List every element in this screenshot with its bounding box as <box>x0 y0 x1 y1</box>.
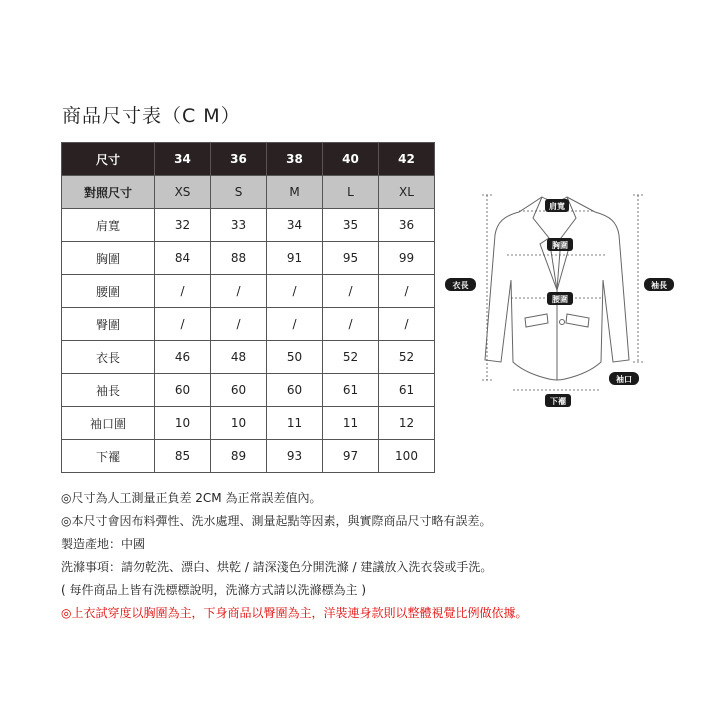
table-cell: 32 <box>155 209 211 242</box>
table-cell: / <box>211 275 267 308</box>
table-cell: 60 <box>211 374 267 407</box>
table-cell: 100 <box>379 440 435 473</box>
jacket-measurement-diagram <box>445 180 680 410</box>
label-sleeve <box>644 278 674 291</box>
row-label: 下襬 <box>62 440 155 473</box>
row-label: 袖口圍 <box>62 407 155 440</box>
table-cell: 48 <box>211 341 267 374</box>
label-length <box>445 278 476 291</box>
row-label: 袖長 <box>62 374 155 407</box>
table-cell: / <box>379 308 435 341</box>
table-row <box>62 275 435 308</box>
svg-text:袖長: 袖長 <box>651 281 667 290</box>
svg-text:袖口: 袖口 <box>616 375 632 384</box>
table-cell: 61 <box>379 374 435 407</box>
table-cell: / <box>379 275 435 308</box>
note-line: 製造產地：中國 <box>61 537 146 551</box>
header-cell: 34 <box>155 143 211 176</box>
table-cell: 46 <box>155 341 211 374</box>
reference-cell: L <box>323 176 379 209</box>
page-title: 商品尺寸表（C M） <box>62 105 241 127</box>
table-cell: 61 <box>323 374 379 407</box>
table-cell: / <box>267 275 323 308</box>
table-cell: / <box>267 308 323 341</box>
reference-cell: XL <box>379 176 435 209</box>
table-cell: 34 <box>267 209 323 242</box>
label-cuff <box>609 372 639 385</box>
table-cell: 36 <box>379 209 435 242</box>
header-cell: 40 <box>323 143 379 176</box>
table-cell: 10 <box>211 407 267 440</box>
header-cell: 尺寸 <box>62 143 155 176</box>
table-cell: 60 <box>155 374 211 407</box>
table-header-row <box>62 143 435 176</box>
table-cell: 35 <box>323 209 379 242</box>
label-waist <box>547 292 573 305</box>
table-cell: 91 <box>267 242 323 275</box>
svg-text:肩寬: 肩寬 <box>549 202 565 211</box>
row-label: 衣長 <box>62 341 155 374</box>
table-cell: 95 <box>323 242 379 275</box>
table-cell: / <box>323 275 379 308</box>
notes-section <box>61 487 701 625</box>
table-cell: 50 <box>267 341 323 374</box>
label-hem <box>545 394 571 407</box>
reference-cell: XS <box>155 176 211 209</box>
header-cell: 36 <box>211 143 267 176</box>
table-cell: 12 <box>379 407 435 440</box>
table-cell: 97 <box>323 440 379 473</box>
table-row <box>62 341 435 374</box>
table-row <box>62 242 435 275</box>
svg-text:下襬: 下襬 <box>550 397 566 406</box>
table-reference-row <box>62 176 435 209</box>
row-label: 臀圍 <box>62 308 155 341</box>
svg-text:衣長: 衣長 <box>452 281 469 290</box>
table-cell: 99 <box>379 242 435 275</box>
table-cell: / <box>323 308 379 341</box>
header-cell: 42 <box>379 143 435 176</box>
reference-cell: S <box>211 176 267 209</box>
row-label: 腰圍 <box>62 275 155 308</box>
size-table <box>61 142 435 473</box>
table-row <box>62 308 435 341</box>
note-line-highlight: ◎上衣試穿度以胸圍為主，下身商品以臀圍為主，洋裝連身款則以整體視覺比例做依據。 <box>61 606 528 620</box>
table-cell: 60 <box>267 374 323 407</box>
note-line: 洗滌事項：請勿乾洗、漂白、烘乾 / 請深淺色分開洗滌 / 建議放入洗衣袋或手洗。 <box>61 560 493 574</box>
row-label: 胸圍 <box>62 242 155 275</box>
table-cell: 10 <box>155 407 211 440</box>
note-line: ◎尺寸為人工測量正負差 2CM 為正常誤差值內。 <box>61 491 322 505</box>
label-shoulder <box>545 199 569 212</box>
table-cell: 52 <box>379 341 435 374</box>
svg-text:胸圍: 胸圍 <box>552 241 568 250</box>
row-label: 肩寬 <box>62 209 155 242</box>
table-row <box>62 407 435 440</box>
note-line: ( 每件商品上皆有洗標標說明，洗滌方式請以洗滌標為主 ) <box>61 583 366 597</box>
table-cell: 93 <box>267 440 323 473</box>
table-cell: 84 <box>155 242 211 275</box>
label-chest <box>547 238 573 251</box>
table-cell: / <box>155 275 211 308</box>
table-cell: 85 <box>155 440 211 473</box>
table-cell: 11 <box>267 407 323 440</box>
table-row <box>62 209 435 242</box>
reference-cell: 對照尺寸 <box>62 176 155 209</box>
table-row <box>62 440 435 473</box>
table-cell: 89 <box>211 440 267 473</box>
table-row <box>62 374 435 407</box>
table-cell: 88 <box>211 242 267 275</box>
table-cell: 11 <box>323 407 379 440</box>
note-line: ◎本尺寸會因布料彈性、洗水處理、測量起點等因素，與實際商品尺寸略有誤差。 <box>61 514 492 528</box>
table-cell: 33 <box>211 209 267 242</box>
svg-text:腰圍: 腰圍 <box>552 295 568 304</box>
table-cell: 52 <box>323 341 379 374</box>
header-cell: 38 <box>267 143 323 176</box>
reference-cell: M <box>267 176 323 209</box>
table-cell: / <box>155 308 211 341</box>
table-cell: / <box>211 308 267 341</box>
